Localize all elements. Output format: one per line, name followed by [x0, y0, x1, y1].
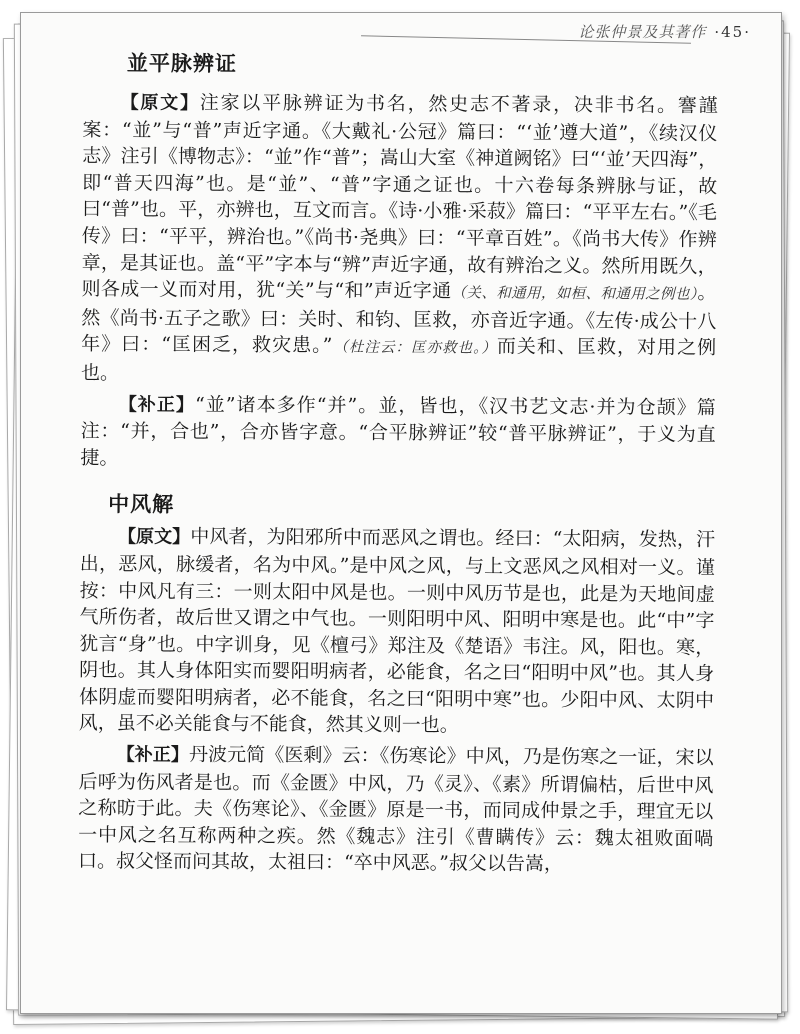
section-heading-zhong-feng: 中风解 — [108, 492, 175, 517]
original-text-body: 注家以平脉辨证为书名，然史志不著录，决非书名。謇謹案：“並”与“普”声近字通。《大戴礼·公冠》篇曰：“‘並’遵大道”，《续汉仪志》注引《博物志》：“並”作“普”；嵩山大室《神道阙铭》曰“‘並’天四海”，即“普天四海”也。是“並”、“普”字通之证也。十六卷每条辨脉与证，故曰“普”也。平，亦辨也，互文而言。《诗·小雅·采菽》篇曰：“平平左右。”《毛传》曰：“平平，辨治也。”《尚书·尧典》曰：“平章百姓”。《尚书大传》作辨章，是其证也。盖“平”字本与“辨”声近字通，故有辨治之义。然所用既久，则各成一义而对用，犹“关”与“和”声近字通 — [81, 91, 718, 303]
original-text-body: 。然《尚书·五子之歌》曰：关时、和钧、匡救，亦音近字通。《左传·成公十八年》曰：“匡困乏，救灾患。” — [81, 281, 717, 357]
supplement-label: 【补正】 — [118, 393, 196, 416]
inline-note: （杜注云：匡亦救也。） — [332, 339, 497, 357]
supplement-paragraph — [80, 391, 715, 476]
page-content — [78, 43, 718, 879]
page-number: ·45· — [714, 23, 751, 41]
original-text-body: 而关和、匡救，对用之例也。 — [80, 335, 717, 385]
section-heading-bing-ping-mai: 並平脉辨证 — [126, 51, 237, 76]
original-text-label: 【原文】 — [120, 92, 200, 114]
original-text-label: 【原文】 — [117, 526, 191, 548]
supplement-label: 【补正】 — [116, 744, 190, 766]
original-text-paragraph — [81, 89, 718, 390]
supplement-body: 丹波元简《医剩》云：《伤寒论》中风，乃是伤寒之一证，宋以后呼为伤风者是也。而《金匮》中风，乃《灵》、《素》所谓偏枯，后世中风之称昉于此。夫《伤寒论》、《金匮》原是一书，而同成仲景之手，理宜无以一中风之名互称两种之疾。然《魏志》注引《曹瞒传》云：魏太祖败面喎口。叔父怪而问其故，太祖曰：“卒中风恶。”叔父以告嵩， — [77, 743, 714, 876]
book-page — [20, 12, 782, 1014]
original-text-body: 中风者，为阳邪所中而恶风之谓也。经曰：“太阳病，发热，汗出，恶风，脉缓者，名为中风。”是中风之风，与上文恶风之风相对一义。谨按：中风凡有三：一则太阳中风是也。一则中风历节是也，此是为天地间虚气所伤者，故后世又谓之中气也。一则阳明中风、阳明中寒是也。此“中”字犹言“身”也。中字训身，见《檀弓》郑注及《楚语》韦注。风，阳也。寒，阴也。其人身体阳实而婴阳明病者，必能食，名之曰“阳明中风”也。其人身体阴虚而婴阳明病者，必不能食，名之曰“阳明中寒”也。少阳中风、太阴中风，虽不必关能食与不能食，然其义则一也。 — [78, 525, 716, 737]
supplement-body: “並”诸本多作“并”。並，皆也，《汉书艺文志·并为仓颉》篇注：“并，合也”，合亦皆字意。“合平脉辨证”较“普平脉辨证”，于义为直捷。 — [80, 393, 716, 469]
running-header-title: 论张仲景及其著作 — [578, 23, 707, 41]
inline-note: （关、和通用，如桓、和通用之例也） — [451, 285, 698, 303]
supplement-paragraph — [78, 741, 714, 879]
running-header — [578, 21, 751, 42]
original-text-paragraph — [79, 523, 715, 741]
